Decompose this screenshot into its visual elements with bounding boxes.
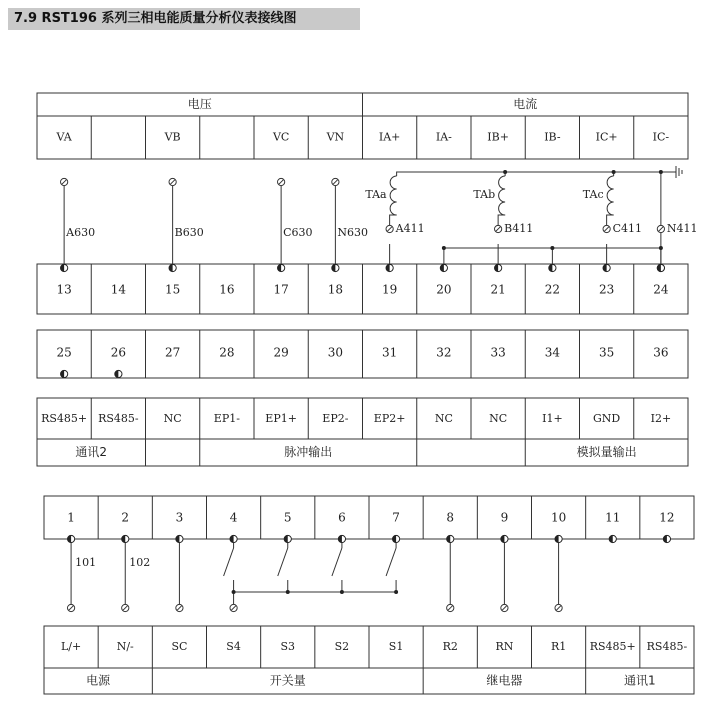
terminal-number: 7	[392, 510, 400, 525]
terminal-number: 16	[219, 282, 235, 297]
terminal-number: 22	[544, 282, 561, 297]
power-wire-label: 102	[129, 556, 151, 569]
group-label-voltage: 电压	[187, 97, 212, 111]
terminal-number: 5	[283, 510, 292, 525]
signal-label: RN	[495, 640, 514, 653]
terminal-number: 34	[544, 345, 561, 360]
junction-dot	[659, 246, 663, 250]
terminal-number: 18	[327, 282, 344, 297]
signal-label: VC	[272, 130, 290, 144]
terminal-number: 2	[121, 510, 130, 525]
terminal-number: 19	[381, 282, 398, 297]
ct-label: TAb	[473, 188, 496, 201]
ct-label: TAa	[365, 188, 387, 201]
ct-lead	[607, 215, 614, 216]
terminal-number: 29	[273, 345, 289, 360]
power-wire-label: 101	[75, 556, 97, 569]
signal-label: IC-	[652, 130, 670, 144]
current-wire-label: N411	[666, 222, 698, 235]
signal-label: IB-	[544, 130, 561, 144]
ct-return	[397, 172, 444, 176]
signal-label: S2	[334, 640, 350, 653]
junction-dot	[340, 590, 344, 594]
signal-label: RS485+	[41, 412, 88, 425]
junction-dot	[503, 170, 507, 174]
terminal-number: 26	[110, 345, 127, 360]
signal-label: VB	[164, 130, 181, 144]
signal-label: IC+	[595, 130, 618, 144]
signal-label: S3	[280, 640, 296, 653]
switch-contact	[386, 548, 396, 576]
signal-label: VA	[56, 130, 72, 144]
terminal-number: 14	[110, 282, 127, 297]
switch-contact	[332, 548, 342, 576]
signal-label: EP1-	[213, 412, 240, 425]
terminal-number: 15	[164, 282, 181, 297]
group-label: 模拟量输出	[576, 445, 637, 459]
signal-label: RS485-	[98, 412, 139, 425]
signal-label: EP2+	[373, 412, 406, 425]
signal-label: L/+	[60, 640, 82, 653]
signal-label: IA+	[378, 130, 401, 144]
junction-dot	[550, 246, 554, 250]
group-label: 开关量	[269, 673, 306, 688]
terminal-number: 36	[653, 345, 669, 360]
current-wire-label: A411	[395, 222, 425, 235]
group-label: 通讯1	[624, 673, 656, 688]
current-wire-label: B411	[504, 222, 534, 235]
signal-label: IB+	[487, 130, 509, 144]
signal-label: SC	[171, 640, 188, 653]
junction-dot	[286, 590, 290, 594]
terminal-number: 12	[659, 510, 675, 525]
signal-label: I2+	[650, 412, 672, 425]
signal-label: RS485+	[589, 640, 636, 653]
ct-lead	[390, 215, 397, 216]
current-wire-label: C411	[612, 222, 643, 235]
group-label: 继电器	[486, 673, 523, 688]
diagram-title: 7.9 RST196 系列三相电能质量分析仪表接线图	[8, 8, 360, 30]
terminal-number: 10	[550, 510, 567, 525]
junction-dot	[232, 590, 236, 594]
terminal-number: 35	[598, 345, 615, 360]
terminal-number: 30	[327, 345, 344, 360]
ct-lead	[498, 215, 505, 216]
junction-dot	[394, 590, 398, 594]
group-label-current: 电流	[513, 97, 538, 111]
terminal-number: 31	[381, 345, 398, 360]
terminal-number: 13	[56, 282, 72, 297]
signal-label: I1+	[542, 412, 563, 425]
signal-label: IA-	[435, 130, 452, 144]
terminal-number: 23	[598, 282, 615, 297]
signal-label: VN	[326, 130, 345, 144]
group-label: 电源	[86, 673, 111, 688]
terminal-number: 3	[175, 510, 184, 525]
terminal-number: 25	[56, 345, 72, 360]
signal-label: EP1+	[265, 412, 297, 425]
signal-label: EP2-	[322, 412, 349, 425]
junction-dot	[612, 170, 616, 174]
terminal-number: 6	[338, 510, 346, 525]
switch-contact	[224, 548, 234, 576]
voltage-wire-label: C630	[283, 226, 313, 239]
signal-label: N/-	[116, 640, 134, 653]
terminal-number: 20	[436, 282, 452, 297]
signal-label: NC	[434, 412, 453, 425]
signal-label: NC	[163, 412, 182, 425]
terminal-number: 4	[229, 510, 238, 525]
signal-label: S1	[388, 640, 404, 653]
group-label: 通讯2	[75, 445, 108, 459]
voltage-wire-label: N630	[337, 226, 368, 239]
ct-coil	[499, 176, 506, 215]
terminal-number: 11	[605, 510, 621, 525]
ct-coil	[607, 176, 614, 215]
ct-coil	[390, 176, 396, 215]
voltage-wire-label: A630	[66, 226, 96, 239]
terminal-number: 9	[500, 510, 509, 525]
ct-label: TAc	[582, 188, 604, 201]
terminal-number: 27	[164, 345, 181, 360]
signal-label: RS485-	[646, 640, 688, 653]
terminal-number: 32	[436, 345, 452, 360]
group-label: 脉冲输出	[284, 445, 333, 459]
signal-label: GND	[593, 412, 621, 425]
signal-label: S4	[226, 640, 241, 653]
switch-contact	[278, 548, 288, 576]
terminal-number: 28	[219, 345, 235, 360]
ct-return	[614, 172, 661, 176]
terminal-number: 8	[446, 510, 455, 525]
signal-label: NC	[489, 412, 508, 425]
terminal-number: 1	[67, 510, 75, 525]
voltage-wire-label: B630	[174, 226, 204, 239]
terminal-number: 17	[273, 282, 289, 297]
junction-dot	[659, 170, 663, 174]
junction-dot	[442, 246, 446, 250]
ct-return	[505, 172, 552, 176]
signal-label: R1	[550, 640, 567, 653]
terminal-number: 33	[490, 345, 506, 360]
terminal-number: 24	[653, 282, 669, 297]
terminal-number: 21	[490, 282, 506, 297]
signal-label: R2	[442, 640, 458, 653]
